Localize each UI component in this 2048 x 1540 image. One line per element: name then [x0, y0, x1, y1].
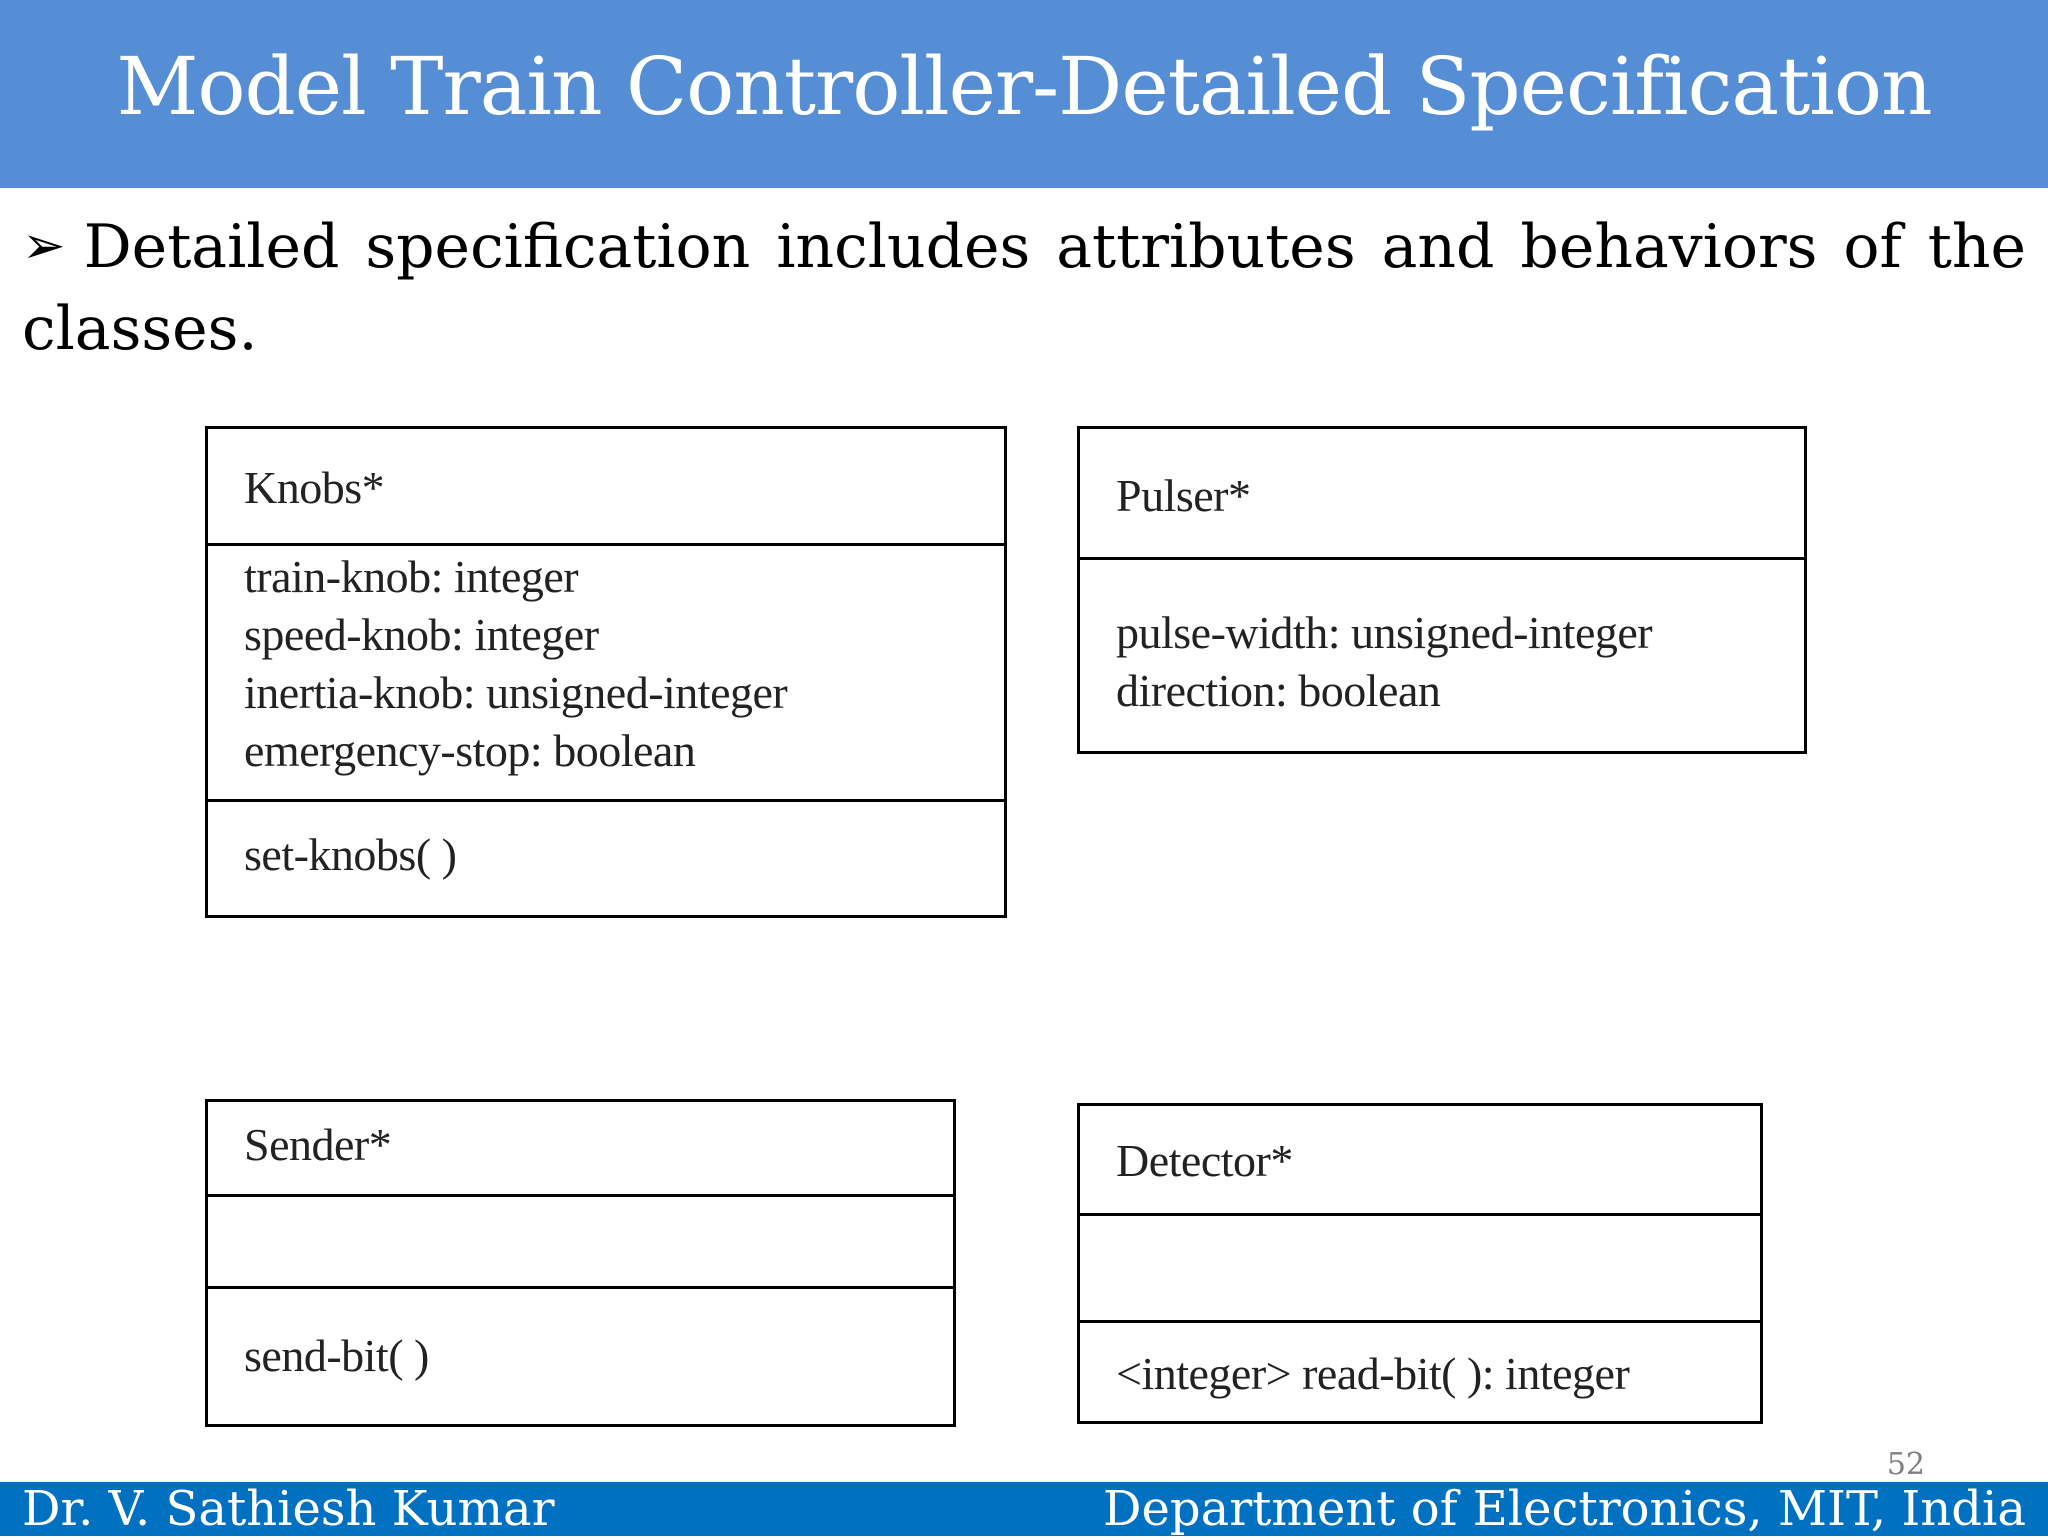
class-sender-attributes [208, 1194, 953, 1286]
class-knobs-name: Knobs* [244, 462, 385, 513]
class-detector-name-section [1080, 1106, 1760, 1213]
class-sender-name-section [208, 1102, 953, 1194]
title-bar [0, 0, 2048, 188]
class-knobs-operation: set-knobs( ) [244, 829, 457, 880]
class-pulser-attributes [1080, 557, 1804, 720]
class-knobs-operations [208, 799, 1004, 884]
bullet-text: Detailed specification includes attributes and behaviors of the classes. [22, 212, 2026, 364]
class-sender-name: Sender* [244, 1119, 392, 1170]
class-pulser-name-section [1080, 429, 1804, 557]
class-detector [1077, 1103, 1763, 1424]
bullet-point [22, 205, 2026, 370]
class-pulser-attribute: pulse-width: unsigned-integer [1116, 607, 1653, 658]
class-sender-operations [208, 1286, 953, 1385]
class-detector-operation: <integer> read-bit( ): integer [1116, 1348, 1630, 1399]
class-knobs-attribute: speed-knob: integer [244, 609, 599, 660]
slide-title: Model Train Controller-Detailed Specification [116, 39, 1932, 133]
class-knobs-attribute: inertia-knob: unsigned-integer [244, 667, 788, 718]
class-sender [205, 1099, 956, 1427]
class-pulser-name: Pulser* [1116, 470, 1251, 521]
class-pulser [1077, 426, 1807, 754]
class-knobs-attributes [208, 543, 1004, 799]
class-detector-attributes [1080, 1213, 1760, 1320]
page-number: 52 [1886, 1447, 1925, 1482]
class-knobs [205, 426, 1007, 918]
footer-author: Dr. V. Sathiesh Kumar [22, 1481, 555, 1537]
class-knobs-name-section [208, 429, 1004, 543]
class-knobs-attribute: train-knob: integer [244, 551, 579, 602]
class-detector-name: Detector* [1116, 1135, 1293, 1186]
class-knobs-attribute: emergency-stop: boolean [244, 725, 696, 776]
class-sender-operation: send-bit( ) [244, 1330, 429, 1381]
class-pulser-attribute: direction: boolean [1116, 665, 1441, 716]
arrow-bullet-icon: ➢ [22, 216, 66, 276]
footer-department: Department of Electronics, MIT, India [1102, 1481, 2026, 1537]
class-detector-operations [1080, 1320, 1760, 1403]
